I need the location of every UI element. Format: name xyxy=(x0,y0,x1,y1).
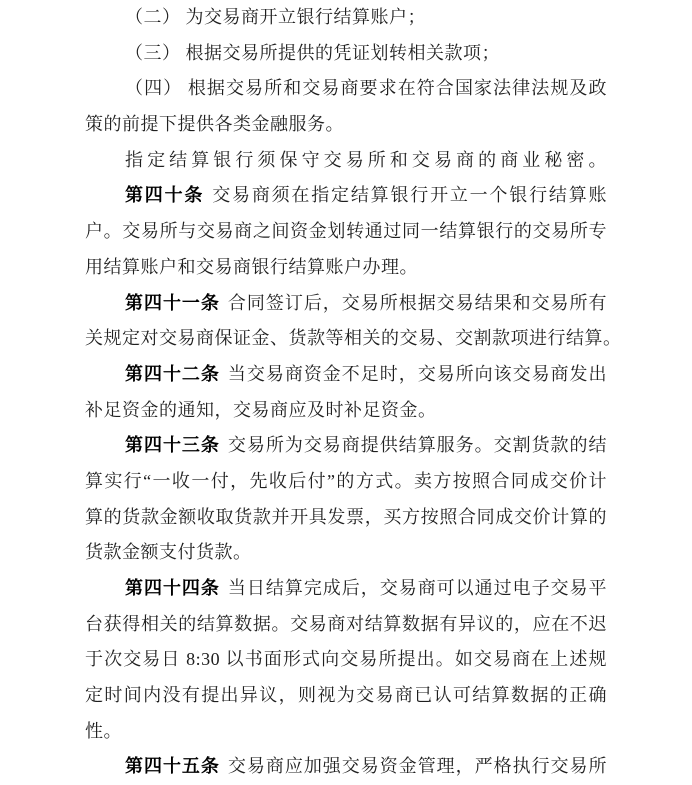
article-number: 第四十五条 xyxy=(125,756,220,777)
line-text: 当交易商资金不足时，交易所向该交易商发出 xyxy=(227,363,608,384)
article-number: 第四十二条 xyxy=(125,363,220,384)
line-text: （四） 根据交易所和交易商要求在符合国家法律法规及政 xyxy=(125,78,607,99)
line-text: 策的前提下提供各类金融服务。 xyxy=(85,114,344,135)
line-text: 用结算账户和交易商银行结算账户办理。 xyxy=(85,256,418,277)
document-line xyxy=(85,286,607,322)
document-line xyxy=(85,678,607,714)
document-line xyxy=(85,71,607,107)
line-text: 指定结算银行须保守交易所和交易商的商业秘密。 xyxy=(125,149,607,170)
line-text: 定时间内没有提出异议，则视为交易商已认可结算数据的正确 xyxy=(85,685,607,706)
document-line xyxy=(85,393,607,429)
article-number: 第四十三条 xyxy=(125,435,220,456)
line-text: （二） 为交易商开立银行结算账户； xyxy=(125,7,426,27)
document-line xyxy=(85,428,607,464)
line-text: 于次交易日 8:30 以书面形式向交易所提出。如交易商在上述规 xyxy=(85,649,607,670)
document-line xyxy=(85,607,607,643)
line-text: 交易商须在指定结算银行开立一个银行结算账 xyxy=(212,185,607,206)
document-line xyxy=(85,714,607,750)
line-text: 当日结算完成后，交易商可以通过电子交易平 xyxy=(227,578,608,598)
document-line xyxy=(85,178,607,214)
line-text: 性。 xyxy=(85,720,122,741)
document-line xyxy=(85,214,607,250)
document-line xyxy=(85,321,622,357)
line-text: 户。交易所与交易商之间资金划转通过同一结算银行的交易所专 xyxy=(85,221,607,242)
article-number: 第四十四条 xyxy=(125,578,220,598)
line-text: 台获得相关的结算数据。交易商对结算数据有异议的，应在不迟 xyxy=(85,613,607,634)
article-number: 第四十一条 xyxy=(125,292,220,313)
document-line xyxy=(85,0,607,36)
document-line xyxy=(85,749,607,785)
line-text: 算的货款金额收取货款并开具发票，买方按照合同成交价计算的 xyxy=(85,506,607,527)
document-line xyxy=(85,143,607,179)
article-number: 第四十条 xyxy=(125,185,205,206)
document-line xyxy=(85,36,607,72)
line-text: 算实行“一收一付，先收后付”的方式。卖方按照合同成交价计 xyxy=(85,470,607,491)
document-line xyxy=(85,642,607,678)
line-text: 交易所为交易商提供结算服务。交割货款的结 xyxy=(227,435,608,456)
line-text: （三） 根据交易所提供的凭证划转相关款项； xyxy=(125,42,500,63)
document-line xyxy=(85,464,607,500)
line-text: 交易商应加强交易资金管理，严格执行交易所 xyxy=(227,756,608,777)
line-text: 关规定对交易商保证金、货款等相关的交易、交割款项进行结算。 xyxy=(85,328,622,349)
document-line xyxy=(85,357,607,393)
document-line xyxy=(85,535,607,571)
line-text: 补足资金的通知，交易商应及时补足资金。 xyxy=(85,399,437,420)
line-text: 合同签订后，交易所根据交易结果和交易所有 xyxy=(227,292,608,313)
document-line xyxy=(85,500,607,536)
document-line xyxy=(85,107,607,143)
document-line xyxy=(85,571,607,607)
line-text: 货款金额支付货款。 xyxy=(85,542,252,563)
document-line xyxy=(85,250,607,286)
